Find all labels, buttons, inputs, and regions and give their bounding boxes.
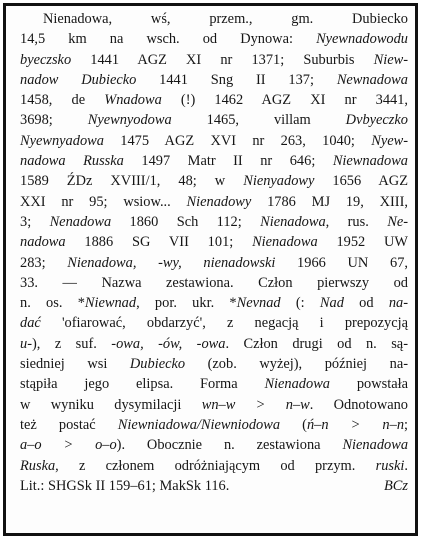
dictionary-entry [20, 9, 408, 496]
entry-line [20, 50, 408, 70]
italic-text-run: Ne- [387, 213, 408, 230]
entry-line [20, 110, 408, 130]
italic-text-run: Nienadowa [260, 213, 326, 230]
text-run: też postać [20, 416, 118, 433]
entry-line [20, 131, 408, 151]
entry-line [20, 334, 408, 354]
italic-text-run: Nevnad [236, 295, 281, 312]
text-run: 1458, de [20, 92, 105, 109]
entry-line [20, 374, 408, 394]
text-run: 1966 UN 67, [275, 254, 408, 271]
italic-text-run: Nyew- [371, 132, 408, 149]
entry-line [20, 395, 408, 415]
text-run: (zob. wyżej), później na- [185, 356, 408, 373]
text-run: (!) 1462 AGZ XI nr 3441, [161, 92, 408, 109]
entry-line [20, 29, 408, 49]
italic-text-run: na- [388, 295, 408, 312]
text-run: 3; [20, 213, 50, 230]
text-run: 33. — Nazwa zestawiona. Człon pierwszy od [20, 274, 408, 291]
author-signature: BCz [384, 477, 408, 494]
text-run: n. os. * [20, 295, 85, 312]
entry-line [20, 70, 408, 90]
entry-line [20, 435, 408, 455]
text-run: (: [280, 295, 320, 312]
italic-text-run: Dubiecko [129, 356, 186, 373]
italic-text-run: Nad [319, 295, 344, 312]
italic-text-run: Ruska [20, 457, 56, 474]
entry-line [20, 354, 408, 374]
text-run: 1441 AGZ XI nr 1371; Suburbis [71, 51, 374, 68]
italic-text-run: Niewniadowa/Niewniodowa [117, 416, 281, 433]
italic-text-run: nadow Dubiecko [20, 71, 137, 88]
italic-text-run: Nienadowa [342, 437, 409, 454]
entry-line [20, 212, 408, 232]
entry-line [20, 192, 408, 212]
italic-text-run: Nienadowa, -wy, nienadowski [67, 254, 276, 271]
italic-text-run: a–o > o–o [20, 437, 117, 454]
text-run: 1475 AGZ XVI nr 263, 1040; [103, 132, 372, 149]
text-run: XXI nr 95; wsiow... [20, 193, 187, 210]
text-run: 3698; [20, 112, 88, 129]
italic-text-run: Niew- [373, 51, 408, 68]
text-run: 1886 SG VII 101; [65, 234, 253, 251]
italic-text-run: Dvbyeczko [345, 112, 408, 129]
text-run: 1497 Matr II nr 646; [123, 153, 333, 170]
italic-text-run: Newnadowa [336, 71, 408, 88]
text-run: ), z suf. [32, 335, 112, 352]
text-run: 1656 AGZ [314, 173, 408, 190]
italic-text-run: ń–n > n–n [306, 416, 405, 433]
text-run: ( [280, 416, 307, 433]
italic-text-run: Nienyadowy [243, 173, 315, 190]
italic-text-run: byeczsko [20, 51, 72, 68]
text-run: od [343, 295, 389, 312]
text-run: Nienadowa, wś, przem., gm. Dubiecko [43, 11, 408, 27]
text-run: 1786 MJ 19, XIII, [251, 193, 408, 210]
text-run: . [404, 457, 408, 474]
text-run: 1589 ŹDz XVIII/1, 48; w [20, 173, 244, 190]
text-run: ). Obocznie n. zestawiona [116, 437, 343, 454]
italic-text-run: Nienadowa [252, 234, 318, 251]
text-run: 14,5 km na wsch. od Dynowa: [20, 31, 317, 48]
italic-text-run: Nienadowa [264, 376, 330, 393]
italic-text-run: Wnadowa [104, 92, 162, 109]
italic-text-run: Nyewnyodowa [87, 112, 172, 129]
entry-line [20, 9, 408, 29]
entry-line [20, 293, 408, 313]
text-run: , por. ukr. * [136, 295, 237, 312]
italic-text-run: u- [20, 335, 32, 352]
entry-line [20, 415, 408, 435]
text-run: 1441 Sng II 137; [136, 71, 337, 88]
text-run: . Odnotowano [309, 396, 408, 413]
italic-text-run: Nyewnadowodu [316, 31, 408, 48]
italic-text-run: nadowa [20, 234, 66, 251]
text-run: , z członem odróżniającym od przym. [55, 457, 376, 474]
text-run: stąpiła jego elipsa. Forma [20, 376, 265, 393]
italic-text-run: dać [20, 315, 41, 332]
entry-line [20, 171, 408, 191]
text-run: 283; [20, 254, 68, 271]
text-run: ; [404, 416, 409, 433]
entry-line [20, 90, 408, 110]
text-run: Lit.: SHGSk II 159–61; MakSk 116. [20, 477, 230, 494]
entry-line [20, 151, 408, 171]
text-run: 1860 Sch 112; [111, 213, 261, 230]
text-run: 1952 UW [317, 234, 409, 251]
italic-text-run: -owa, -ów, -owa [111, 335, 226, 352]
entry-line [20, 476, 408, 496]
italic-text-run: Niewnad [84, 295, 137, 312]
text-run: , rus. [325, 213, 388, 230]
text-run: powstała [330, 376, 408, 393]
text-run: 'ofiarować, obdarzyć', z negacją i prepozycją [40, 315, 408, 332]
italic-text-run: Nyewnyadowa [20, 132, 104, 149]
text-run: . Człon drugi od n. są- [225, 335, 408, 352]
entry-line [20, 456, 408, 476]
text-run: w wyniku dysymilacji [20, 396, 202, 413]
page-frame [3, 3, 418, 536]
italic-text-run: Nienadowy [186, 193, 252, 210]
entry-line [20, 273, 408, 293]
italic-text-run: ruski [375, 457, 405, 474]
entry-line [20, 253, 408, 273]
italic-text-run: wn–w > n–w [201, 396, 310, 413]
text-run: siedniej wsi [20, 356, 130, 373]
entry-line [20, 313, 408, 333]
italic-text-run: Nenadowa [49, 213, 112, 230]
entry-line [20, 232, 408, 252]
text-run: 1465, villam [171, 112, 346, 129]
italic-text-run: Niewnadowa [332, 153, 408, 170]
italic-text-run: nadowa Russka [20, 153, 124, 170]
